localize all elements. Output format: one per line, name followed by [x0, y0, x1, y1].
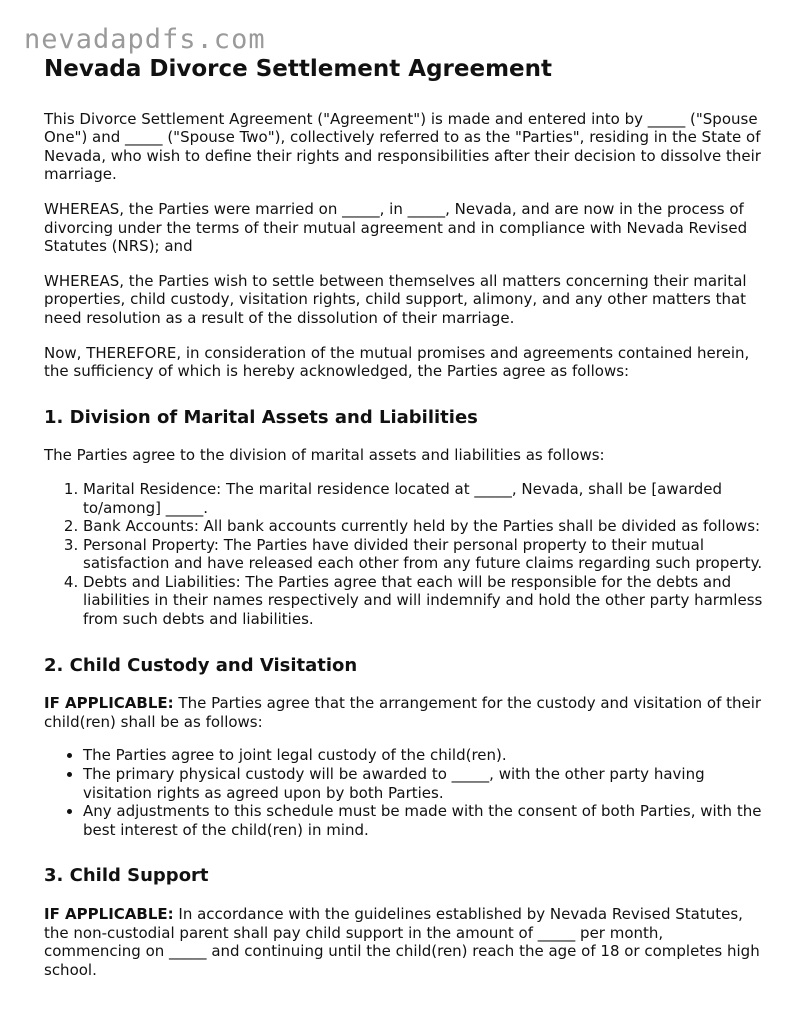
paragraph-therefore: Now, THEREFORE, in consideration of the mutual promises and agreements contained herein, the sufficiency of which is hereby acknowledged, the Parties agree as follows: [44, 343, 750, 381]
list-item: • The primary physical custody will be awarded to _____, with the other party having visitation rights as agreed upon by both Parties. [83, 765, 764, 802]
section-2-intro [44, 694, 764, 731]
list-item: 2. Bank Accounts: All bank accounts currently held by the Parties shall be divided as follows: [83, 517, 764, 536]
section-2-heading: 2. Child Custody and Visitation [44, 654, 358, 676]
document-title: Nevada Divorce Settlement Agreement [44, 56, 553, 82]
list-item: 3. Personal Property: The Parties have divided their personal property to their mutual satisfaction and have released each other from any future claims regarding such property. [83, 536, 764, 573]
section-3-body: In accordance with the guidelines established by Nevada Revised Statutes, the non-custodial parent shall pay child support in the amount of _____ per month, commencing on _____ and continuing until the child(ren) reach the age of 18 or completes high school. [44, 905, 760, 979]
paragraph-intro: This Divorce Settlement Agreement ("Agreement") is made and entered into by _____ ("Spouse One") and _____ ("Spouse Two"), collectively referred to as the "Parties", residing in the State of Nevada, who wish to define their rights and responsibilities after their decision to dissolve their marriage. [44, 109, 761, 184]
if-applicable-label: IF APPLICABLE: [44, 694, 174, 713]
section-2-intro-text: The Parties agree that the arrangement for the custody and visitation of their child(ren) shall be as follows: [44, 694, 762, 731]
list-item: 4. Debts and Liabilities: The Parties agree that each will be responsible for the debts and liabilities in their names respectively and will indemnify and hold the other party harmless from such debts and liabilities. [83, 573, 764, 629]
list-item: • The Parties agree to joint legal custody of the child(ren). [83, 746, 764, 765]
section-1-heading: 1. Division of Marital Assets and Liabilities [44, 406, 478, 428]
document-body [44, 56, 764, 995]
section-1-intro: The Parties agree to the division of marital assets and liabilities as follows: [44, 446, 605, 465]
paragraph-whereas-married: WHEREAS, the Parties were married on _____, in _____, Nevada, and are now in the process of divorcing under the terms of their mutual agreement and in compliance with Nevada Revised Statutes (NRS); and [44, 199, 748, 256]
section-2-list [44, 746, 764, 839]
paragraph-whereas-settle: WHEREAS, the Parties wish to settle between themselves all matters concerning their marital properties, child custody, visitation rights, child support, alimony, and any other matters that need resolution as a result of the dissolution of their marriage. [44, 271, 747, 327]
watermark: nevadapdfs.com [24, 24, 266, 55]
section-1-list [44, 480, 764, 629]
if-applicable-label: IF APPLICABLE: [44, 905, 174, 923]
list-item: • Any adjustments to this schedule must be made with the consent of both Parties, with the best interest of the child(ren) in mind. [83, 802, 764, 839]
section-3-text [44, 905, 764, 979]
list-item: 1. Marital Residence: The marital residence located at _____, Nevada, shall be [awarded to/among] _____. [83, 480, 764, 517]
section-3-heading: 3. Child Support [44, 865, 209, 887]
